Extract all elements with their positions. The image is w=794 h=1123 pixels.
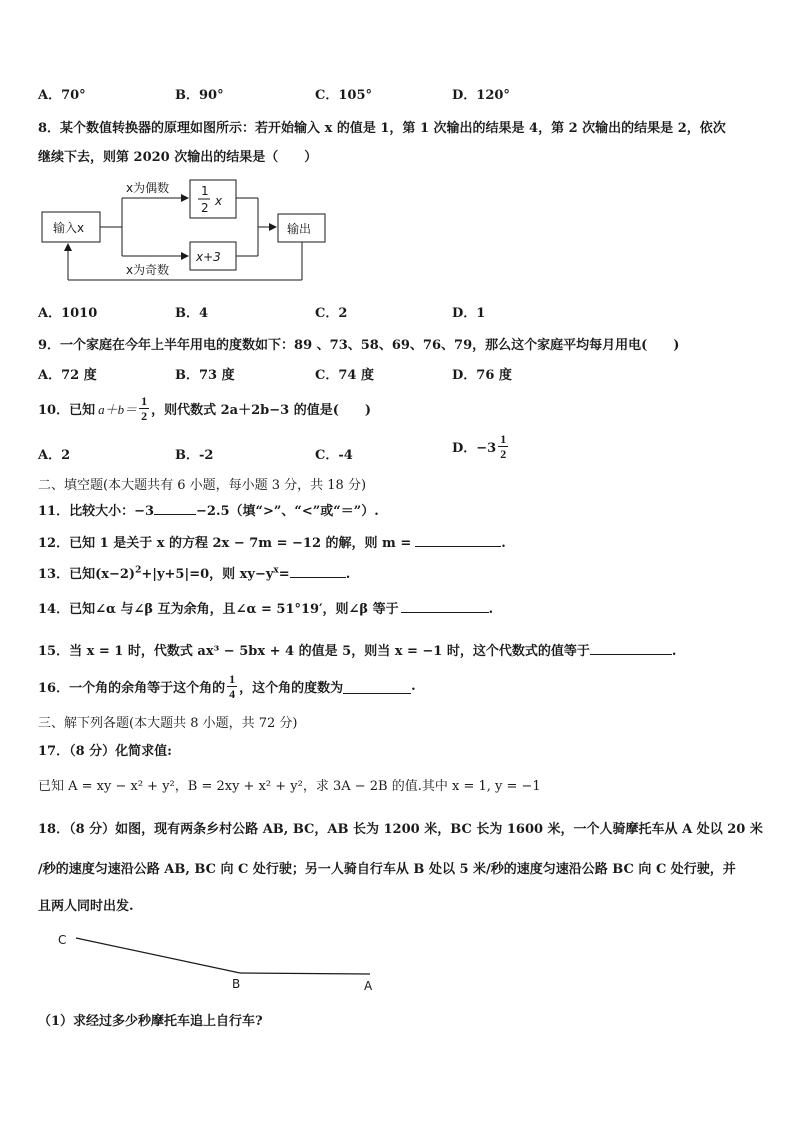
road-ab <box>240 973 370 974</box>
q17-body: 已知 A = xy − x² + y²，B = 2xy + x² + y²，求 3A − 2B 的值.其中 x = 1, y = −1 <box>38 779 541 794</box>
q16-fraction-num: 1 <box>229 672 236 686</box>
q16-before: 16．一个角的余角等于这个角的 <box>38 681 226 696</box>
q9-option-d: D．76 度 <box>452 368 512 383</box>
q16-fraction <box>227 672 237 701</box>
q16-text <box>38 672 416 701</box>
q10-option-b: B．-2 <box>175 448 214 463</box>
q14-end: . <box>488 602 494 617</box>
q11-before: 11．比较大小：−3 <box>38 504 155 519</box>
q10-option-d-fraction <box>498 432 508 461</box>
q8-option-a: A．1010 <box>38 306 98 321</box>
q13-text: 13．已知$(x-2)^2+|y+5|=0$，则 $xy-y^x=$ . <box>38 563 350 582</box>
q7-option-d: D．120° <box>452 88 510 103</box>
q18-line2: /秒的速度匀速沿公路 AB, BC 向 C 处行驶；另一人骑自行车从 B 处以 5 米/秒的速度匀速沿公路 BC 向 C 处行驶，并 <box>38 862 736 877</box>
q9-option-b: B．73 度 <box>175 368 235 383</box>
point-b-label: B <box>232 977 241 991</box>
point-a-label: A <box>364 979 373 993</box>
plus3-box-label: x+3 <box>196 250 221 264</box>
q15-body: 15．当 x = 1 时，代数式 ax³ − 5bx + 4 的值是 5，则当 x = −1 时，这个代数式的值等于 <box>38 644 590 659</box>
q13-end: . <box>345 567 351 582</box>
q10-option-d-prefix: D．−3 <box>452 441 497 456</box>
q13-answer-blank[interactable] <box>290 563 346 578</box>
q14-text <box>38 598 493 617</box>
q14-body: 14．已知∠α 与∠β 互为余角，且∠α = 51°19′，则∠β 等于 <box>38 602 399 617</box>
q16-fraction-den: 4 <box>229 687 236 701</box>
q11-text <box>38 500 379 519</box>
half-box-num: 1 <box>201 184 209 198</box>
q10-option-a: A．2 <box>38 448 71 463</box>
q12-end: . <box>501 536 506 551</box>
q12-answer-blank[interactable] <box>415 532 501 547</box>
q10-text <box>38 394 371 423</box>
q16-answer-blank[interactable] <box>343 679 411 694</box>
q10-option-c: C．-4 <box>315 448 353 463</box>
q8-option-c: C．2 <box>315 306 348 321</box>
q9-text: 9．一个家庭在今年上半年用电的度数如下：89 、73、58、69、76、79，那么这个家庭平均每月用电( ) <box>38 338 680 353</box>
q15-text <box>38 640 676 659</box>
converter-flow-diagram <box>38 174 338 284</box>
q7-option-a: A．70° <box>38 88 86 103</box>
q8-text-line2: 继续下去，则第 2020 次输出的结果是（ ） <box>38 150 318 165</box>
q18-sub1: （1）求经过多少秒摩托车追上自行车? <box>38 1014 263 1029</box>
q7-option-c: C．105° <box>315 88 372 103</box>
q13-mid: +|y+5|=0，则 xy−y <box>141 567 274 582</box>
q12-body: 12．已知 1 是关于 x 的方程 2x − 7m = −12 的解，则 m = <box>38 536 412 551</box>
q10-option-d <box>452 432 510 461</box>
q16-end: . <box>411 679 416 694</box>
q15-answer-blank[interactable] <box>590 640 672 655</box>
section-2-heading: 二、填空题(本大题共有 6 小题，每小题 3 分，共 18 分) <box>38 478 367 493</box>
q12-text <box>38 532 506 551</box>
q11-answer-blank[interactable] <box>154 500 196 515</box>
half-box-den: 2 <box>201 201 209 215</box>
even-label: x为偶数 <box>126 181 170 195</box>
q10-option-d-num: 1 <box>500 432 507 446</box>
q13-body: 13．已知(x−2) <box>38 567 136 582</box>
q17-title: 17．（8 分）化简求值: <box>38 744 172 759</box>
q10-fraction-num: 1 <box>141 394 148 408</box>
q8-option-d: D．1 <box>452 306 486 321</box>
half-box-var: x <box>215 194 223 208</box>
q14-answer-blank[interactable] <box>401 598 489 613</box>
q13-tail: = <box>278 567 290 582</box>
q11-after: −2.5（填“>”、“<”或“＝”）. <box>196 504 379 519</box>
q10-suffix: ，则代数式 2a＋2b−3 的值是( ) <box>151 403 372 418</box>
q10-option-d-den: 2 <box>500 447 507 461</box>
section-3-heading: 三、解下列各题(本大题共 8 小题，共 72 分) <box>38 716 298 731</box>
output-box-label: 输出 <box>287 222 312 236</box>
q7-option-b: B．90° <box>175 88 224 103</box>
q10-fraction <box>139 394 149 423</box>
road-bc <box>76 938 240 973</box>
q18-line1: 18．（8 分）如图，现有两条乡村公路 AB, BC，AB 长为 1200 米，BC 长为 1600 米，一个人骑摩托车从 A 处以 20 米 <box>38 822 763 837</box>
q9-option-a: A．72 度 <box>38 368 97 383</box>
q15-end: . <box>671 644 677 659</box>
q10-prefix: 10．已知 <box>38 403 96 418</box>
q10-expr-lhs: a＋b＝ <box>98 402 138 417</box>
q8-text-line1: 8．某个数值转换器的原理如图所示：若开始输入 x 的值是 1，第 1 次输出的结果是 4，第 2 次输出的结果是 2，依次 <box>38 121 726 136</box>
q18-line3: 且两人同时出发. <box>38 899 134 914</box>
point-c-label: C <box>58 933 67 947</box>
q9-option-c: C．74 度 <box>315 368 374 383</box>
half-box <box>190 180 236 218</box>
q10-fraction-den: 2 <box>141 409 148 423</box>
odd-label: x为奇数 <box>126 263 170 277</box>
q8-option-b: B．4 <box>175 306 209 321</box>
roads-diagram <box>50 926 390 996</box>
input-box-label: 输入x <box>53 221 85 235</box>
q16-after: ，这个角的度数为 <box>239 681 344 696</box>
